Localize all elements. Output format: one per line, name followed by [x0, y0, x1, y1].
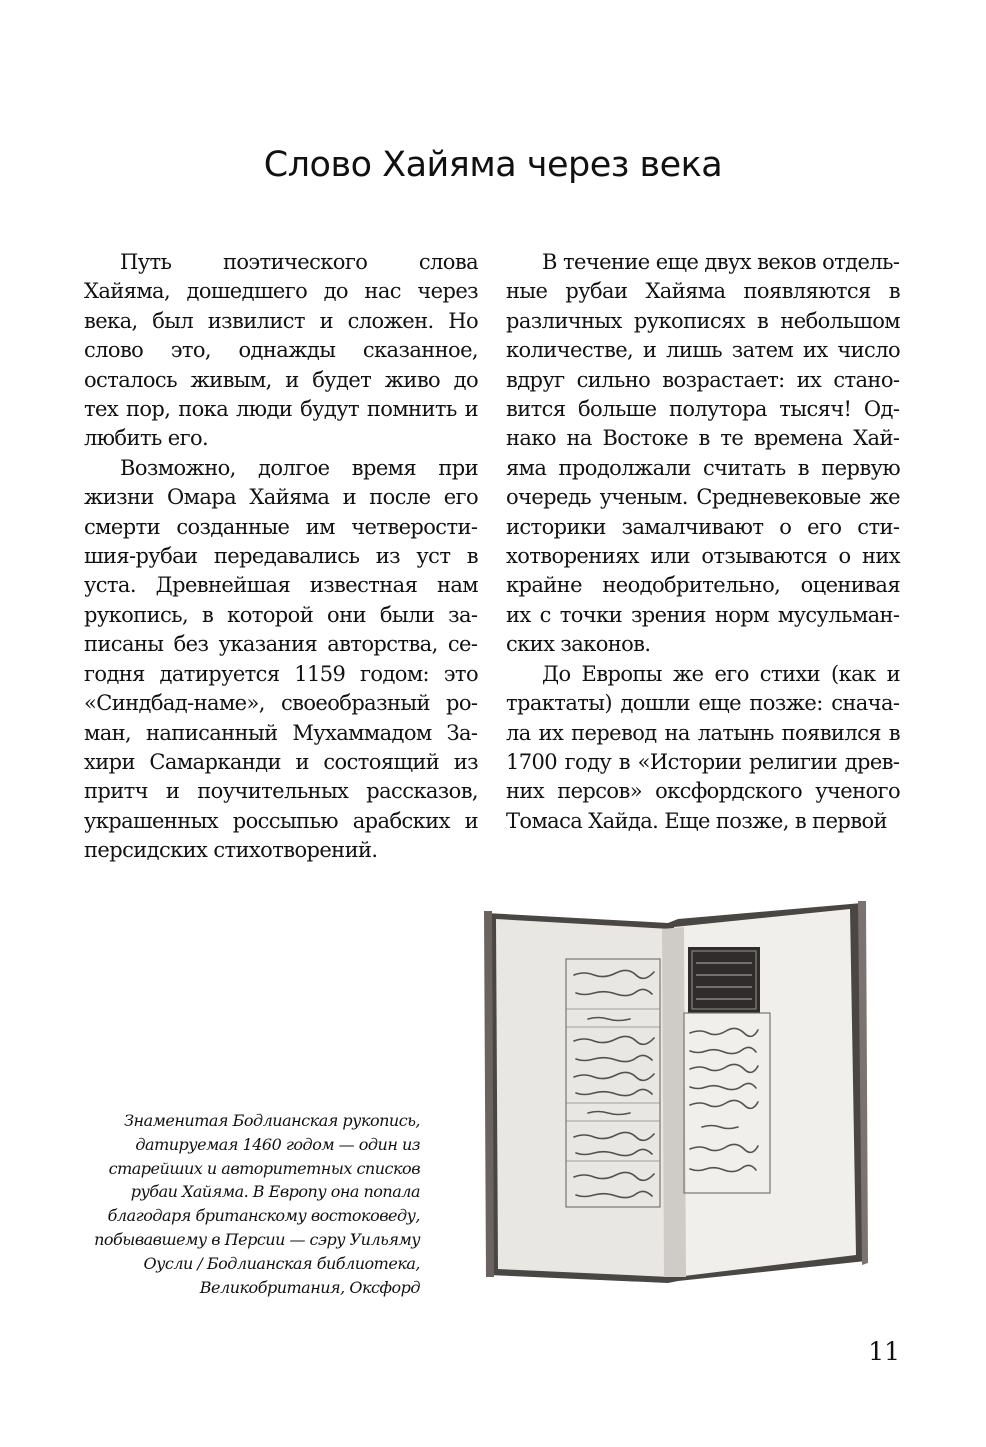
paragraph: В течение еще двух веков отдельные рубаи Хайяма появляются в различных рукописях в небольшом количестве, и лишь затем их число вдруг сильно возрастает: их становится больше полутора тысяч! Однако на Востоке в те времена Хайяма продолжали считать в первую очередь ученым. Средневековые же историки замалчивают о его стихотворениях или отзываются о них крайне неодобрительно, оценивая их с точки зрения норм мусульманских законов.	[506, 250, 900, 657]
paragraph: Возможно, долгое время при жизни Омара Хайяма и после его смерти созданные им четверостишия-рубаи передавались из уст в уста. Древнейшая известная нам рукопись, в которой они были записаны без указания авторства, сегодня датируется 1159 годом: это «Синдбад-наме», своеобразный роман, написанный Мухаммадом Захири Самарканди и состоящий из притч и поучительных рассказов, украшенных россыпью арабских и персидских стихотворений.	[84, 455, 478, 863]
left-column	[84, 248, 478, 866]
right-column	[506, 248, 900, 836]
page-number: 11	[868, 1337, 900, 1366]
page-title: Слово Хайяма через века	[263, 145, 723, 185]
photo-caption: Знаменитая Бодлианская рукопись, датируемая 1460 годом — один из старейших и авторитетных списков рубаи Хайяма. В Европу она попала благодаря британскому востоковеду, побывавшему в Персии — сэру Уильяму Оусли / Бодлианская библиотека, Великобритания, Оксфорд	[94, 1111, 420, 1297]
paragraph: Путь поэтического слова Хайяма, дошедшего до нас через века, был извилист и сложен. Но слово это, однажды сказанное, осталось живым, и будет живо до тех пор, пока люди будут помнить и любить его.	[84, 250, 478, 451]
paragraph: До Европы же его стихи (как и трактаты) дошли еще позже: сначала их перевод на латынь появился в 1700 году в «Истории религии древних персов» оксфордского ученого Томаса Хайда. Еще позже, в первой	[506, 661, 900, 833]
manuscript-photo	[478, 893, 868, 1285]
